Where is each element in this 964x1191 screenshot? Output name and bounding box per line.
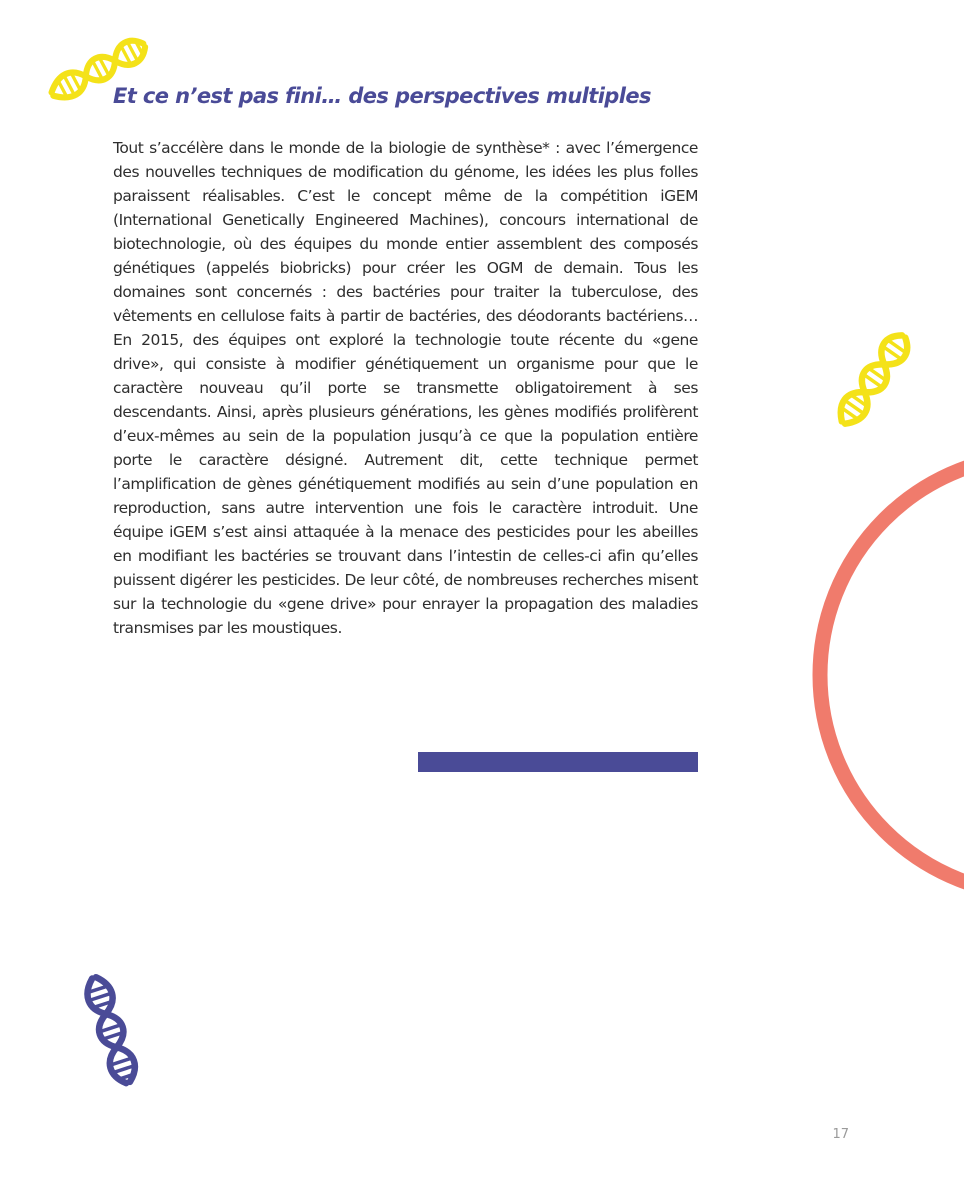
page-number: 17 [832,1127,849,1142]
section-title: Et ce n’est pas fini… des perspectives multiples [113,84,651,108]
coral-arc-decoration [800,450,964,900]
dna-helix-icon-bottom-left [72,968,152,1098]
body-paragraph: Tout s’accélère dans le monde de la biologie de synthèse* : avec l’émergence des nouvelles techniques de modification du génome, les idées les plus folles paraissent réalisables. C’est le concept même de la compétition iGEM (International Genetically Engineered Machines), concours international de biotechnologie, où des équipes du monde entier assemblent des composés génétiques (appelés biobricks) pour créer les OGM de demain. Tous les domaines sont concernés : des bactéries pour traiter la tuberculose, des vêtements en cellulose faits à partir de bactéries, des déodorants bactériens… En 2015, des équipes ont exploré la technologie toute récente du «gene drive», qui consiste à modifier génétiquement un organisme pour que le caractère nouveau qu’il porte se transmette obligatoirement à ses descendants. Ainsi, après plusieurs générations, les gènes modifiés prolifèrent d’eux-mêmes au sein de la population jusqu’à ce que la population entière porte le caractère désigné. Autrement dit, cette technique permet l’amplification de gènes génétiquement modifiés au sein d’une population en reproduction, sans autre intervention une fois le caractère introduit. Une équipe iGEM s’est ainsi attaquée à la menace des pesticides pour les abeilles en modifiant les bactéries se trouvant dans l’intestin de celles-ci afin qu’elles puissent digérer les pesticides. De leur côté, de nombreuses recherches misent sur la technologie du «gene drive» pour enrayer la propagation des maladies transmises par les moustiques. [113,139,698,637]
dna-helix-icon-right [820,315,930,440]
accent-bar [418,752,698,772]
